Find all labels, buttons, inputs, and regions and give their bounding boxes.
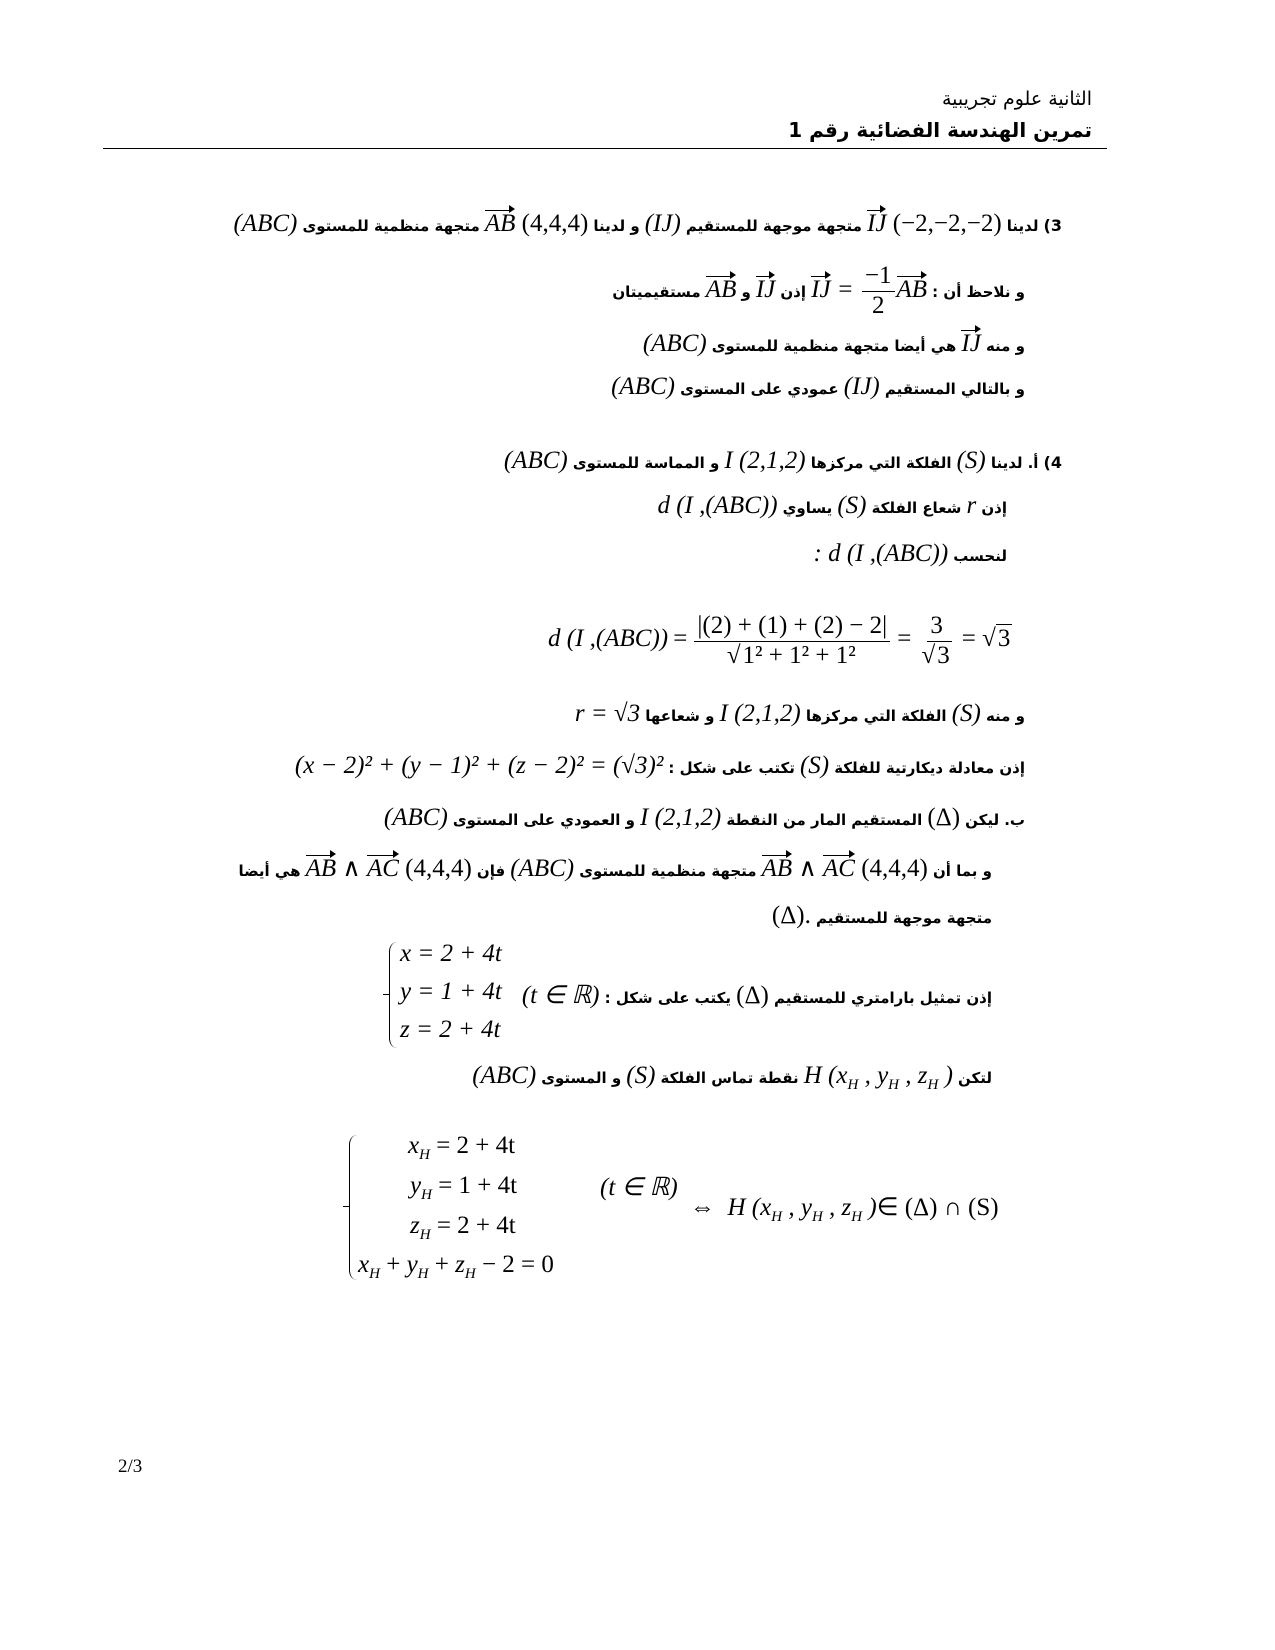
ab-vector: AB	[705, 275, 737, 303]
q3-text: متجهة موجهة للمستقيم	[685, 217, 862, 235]
q4-text: و العمودي على المستوى	[452, 811, 635, 829]
q3-text: إذن	[780, 282, 807, 301]
system-t-in-r: (t ∈ ℝ)	[600, 1174, 678, 1201]
cross-product: AB ∧ AC (4,4,4)	[761, 855, 928, 882]
distance: d (I ,(ABC))	[657, 492, 778, 519]
system-brace	[349, 1135, 357, 1280]
q3-text: و لدينا	[593, 217, 640, 235]
q4-text: و المستوى	[541, 1069, 622, 1087]
plane-abc: (ABC)	[510, 855, 575, 882]
line-delta: (Δ)	[927, 804, 961, 831]
cross-product: AB ∧ AC (4,4,4)	[305, 855, 472, 882]
q4-b-line-4	[522, 980, 992, 1010]
q3-text: لدينا	[1006, 217, 1039, 235]
q4-text: يكتب على شكل :	[604, 989, 732, 1007]
q4-text: يساوي	[782, 499, 833, 517]
sphere-s: (S)	[956, 447, 986, 474]
q4-text: الفلكة التي مركزها	[810, 454, 952, 472]
ij-vector: IJ	[755, 275, 776, 303]
page-title: تمرين الهندسة الفضائية رقم 1	[788, 118, 1092, 142]
q4-b-line-2	[239, 853, 993, 883]
plane-abc: (ABC)	[383, 804, 448, 831]
param-z: z = 2 + 4t	[400, 1016, 501, 1043]
q4-text: متجهة منظمية للمستوى	[579, 862, 757, 880]
q4-text: الفلكة التي مركزها	[805, 707, 947, 725]
q4-text: إذن تمثيل بارامتري للمستقيم	[773, 989, 992, 1007]
center-i: I (2,1,2)	[724, 447, 806, 474]
sphere-s: (S)	[799, 752, 830, 779]
q3-text: و	[741, 282, 751, 301]
q3-line-3	[643, 330, 1025, 358]
q4-line-5	[575, 700, 1025, 728]
line-ij: (IJ)	[644, 210, 681, 237]
q3-text: هي أيضا متجهة منظمية للمستوى	[711, 337, 957, 355]
param-brace	[389, 942, 397, 1048]
q3-text: متجهة منظمية للمستوى	[302, 217, 480, 235]
q4-text: إذن معادلة ديكارتية للفلكة	[834, 759, 1025, 777]
q4-text: نقطة تماس الفلكة	[660, 1069, 799, 1087]
distance-denominator: 1² + 1² + 1²	[742, 641, 856, 669]
three: 3	[937, 641, 950, 669]
header-level: الثانية علوم تجريبية	[941, 88, 1092, 110]
q4-text: المستقيم المار من النقطة	[726, 811, 923, 829]
distance-numerator: |(2) + (1) + (2) − 2|	[694, 612, 890, 642]
center-i: I (2,1,2)	[719, 700, 801, 727]
q4-text: و المماسة للمستوى	[572, 454, 720, 472]
q4-text: لدينا	[990, 454, 1023, 472]
system-y: $y_H = 1 + 4t$	[410, 1172, 518, 1203]
q4-text: تكتب على شكل :	[668, 759, 795, 777]
sphere-s: (S)	[837, 492, 867, 519]
param-x: x = 2 + 4t	[400, 940, 502, 967]
ij-vector: IJ	[961, 330, 981, 357]
q4-line-2	[657, 492, 1007, 520]
param-y: y = 1 + 4t	[400, 978, 502, 1005]
line-ij: (IJ)	[843, 373, 880, 400]
t-in-r: (t ∈ ℝ)	[521, 982, 600, 1009]
sphere-s: (S)	[626, 1062, 656, 1089]
q4-line-6	[295, 752, 1025, 780]
ij-coords: IJ (−2,−2,−2)	[867, 210, 1002, 237]
plane-abc: (ABC)	[503, 447, 568, 474]
equivalence: ⇔ H ($x_H$ , $y_H$ , $z_H$ )∈ (Δ) ∩ (S)	[690, 1194, 999, 1225]
param-brace-tip	[383, 994, 390, 997]
line-delta: (Δ)	[736, 982, 769, 1009]
q4-b-line-1	[384, 804, 1025, 832]
plane-abc: (ABC)	[642, 330, 707, 357]
q3-text: عمودي على المستوى	[680, 380, 839, 398]
q4-text: لنحسب	[953, 547, 1007, 565]
sphere-s: (S)	[951, 700, 981, 727]
system-brace-tip	[343, 1206, 350, 1209]
system-z: $z_H = 2 + 4t$	[410, 1212, 516, 1243]
distance-formula: d (I ,(ABC)) = $\frac{|(2) + (1) + (2) - 2|}{\text{√1² + 1² + 1²}}$ = $\frac{3}{√3}$ = √3	[548, 612, 1011, 669]
page-number: 2/3	[118, 1456, 143, 1477]
q4-text: أ.	[1027, 454, 1039, 472]
plane-abc: (ABC)	[611, 373, 675, 400]
q4-text: متجهة موجهة للمستقيم	[815, 909, 992, 927]
q4-b-line-3	[772, 902, 992, 930]
sphere-equation: (x − 2)² + (y − 1)² + (z − 2)² = (√3)²	[294, 752, 664, 779]
ab-coords: AB (4,4,4)	[484, 210, 589, 237]
q3-number: 3)	[1043, 216, 1062, 235]
center-i: I (2,1,2)	[640, 804, 722, 831]
q4-text: و بما أن	[932, 862, 992, 880]
q3-text: مستقيميتان	[612, 282, 701, 301]
header-rule	[103, 148, 1107, 149]
q4-line-1	[504, 447, 1062, 475]
line-delta-dot: (Δ).	[771, 902, 811, 929]
plane-abc: (ABC)	[233, 210, 298, 237]
q4-text: فإن	[476, 862, 506, 880]
radius-value: r = √3	[574, 700, 641, 727]
q3-line-2	[612, 262, 1025, 321]
q3-line-1	[233, 210, 1062, 238]
three: 3	[927, 612, 946, 642]
q3-line-4	[611, 373, 1025, 401]
point-h: H ($x_H$ , $y_H$ , $z_H$ )	[803, 1062, 953, 1093]
q4-text: شعاع الفلكة	[871, 499, 962, 517]
q3-text: و منه	[985, 337, 1025, 355]
system-x: $x_H = 2 + 4t$	[408, 1132, 516, 1163]
q4-number: 4)	[1043, 453, 1062, 472]
q4-text: ليكن	[965, 811, 1000, 829]
q4-b-line-5	[472, 1062, 992, 1094]
q4-text: هي أيضا	[238, 862, 301, 880]
plane-abc: (ABC)	[472, 1062, 537, 1089]
q3-text: و بالتالي المستقيم	[884, 380, 1025, 398]
q4-text: و منه	[985, 707, 1025, 725]
ij-relation: IJ = $\frac{-1}{2}$ AB	[811, 262, 928, 319]
distance: d (I ,(ABC))	[548, 624, 669, 652]
system-plane: $x_H + y_H + z_H - 2 = 0$	[358, 1251, 554, 1282]
q4-text: و شعاعها	[645, 707, 715, 725]
distance: : d (I ,(ABC))	[813, 540, 949, 567]
q4-text: ب.	[1004, 811, 1025, 829]
q4-text: إذن	[981, 499, 1007, 517]
q3-text: و نلاحظ أن :	[932, 282, 1025, 301]
q4-line-3	[814, 540, 1007, 568]
q4-text: لتكن	[958, 1069, 992, 1087]
radius-r: r	[966, 492, 977, 519]
